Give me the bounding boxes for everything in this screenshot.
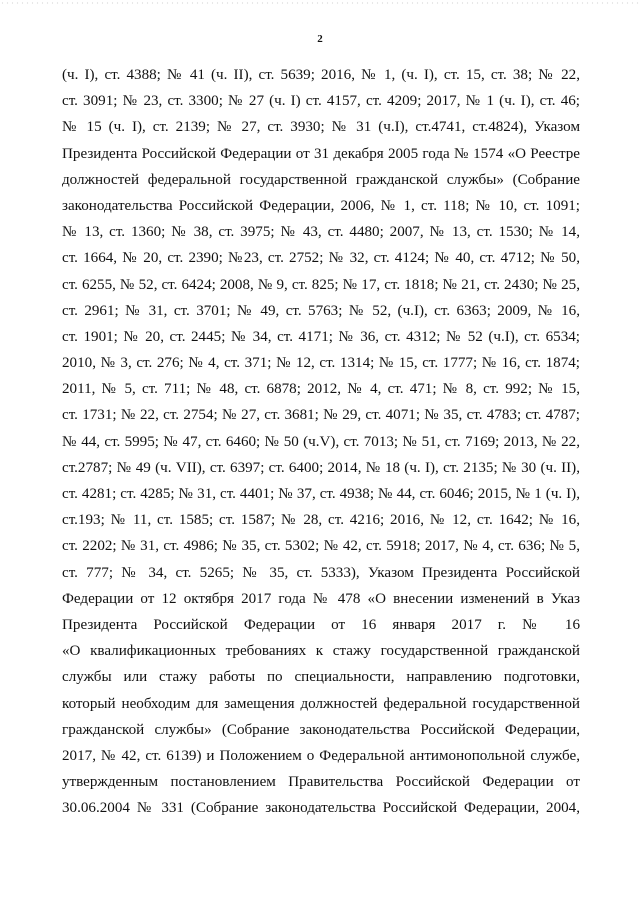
text-line: законодательства Российской Федерации, 2006, № 1, ст. 118; № 10, ст. 1091; <box>62 197 580 214</box>
text-line: № 13, ст. 1360; № 38, ст. 3975; № 43, ст. 4480; 2007, № 13, ст. 1530; № 14, <box>62 224 580 241</box>
text-line: «О квалификационных требованиях к стажу государственной гражданской <box>62 643 580 660</box>
text-line: ст.2787; № 49 (ч. VII), ст. 6397; ст. 6400; 2014, № 18 (ч. I), ст. 2135; № 30 (ч. II), <box>62 459 580 476</box>
text-line: службы или стажу работы по специальности, направлению подготовки, <box>62 669 580 686</box>
text-line: ст. 2202; № 31, ст. 4986; № 35, ст. 5302; № 42, ст. 5918; 2017, № 4, ст. 636; № 5, <box>62 538 580 555</box>
text-line: 30.06.2004 № 331 (Собрание законодательства Российской Федерации, 2004, <box>62 800 580 817</box>
text-line: ст. 1901; № 20, ст. 2445; № 34, ст. 4171; № 36, ст. 4312; № 52 (ч.I), ст. 6534; <box>62 328 580 345</box>
text-line: 2010, № 3, ст. 276; № 4, ст. 371; № 12, ст. 1314; № 15, ст. 1777; № 16, ст. 1874; <box>62 355 580 372</box>
text-line: № 44, ст. 5995; № 47, ст. 6460; № 50 (ч.V), ст. 7013; № 51, ст. 7169; 2013, № 22, <box>62 433 580 450</box>
scan-edge-dots <box>0 2 640 4</box>
text-line: который необходим для замещения должностей федеральной государственной <box>62 695 580 712</box>
text-line: утвержденным постановлением Правительства Российской Федерации от <box>62 774 580 791</box>
text-line: Президента Российской Федерации от 16 января 2017 г. № 16 <box>62 616 580 633</box>
text-line: 2017, № 42, ст. 6139) и Положением о Федеральной антимонопольной службе, <box>62 747 580 764</box>
text-line: ст. 777; № 34, ст. 5265; № 35, ст. 5333), Указом Президента Российской <box>62 564 580 581</box>
text-line: ст. 1664, № 20, ст. 2390; №23, ст. 2752; № 32, ст. 4124; № 40, ст. 4712; № 50, <box>62 250 580 267</box>
text-line: гражданской службы» (Собрание законодательства Российской Федерации, <box>62 721 580 738</box>
text-line: ст.193; № 11, ст. 1585; ст. 1587; № 28, ст. 4216; 2016, № 12, ст. 1642; № 16, <box>62 512 580 529</box>
text-line: ст. 2961; № 31, ст. 3701; № 49, ст. 5763; № 52, (ч.I), ст. 6363; 2009, № 16, <box>62 302 580 319</box>
text-line: ст. 3091; № 23, ст. 3300; № 27 (ч. I) ст. 4157, ст. 4209; 2017, № 1 (ч. I), ст. 46; <box>62 93 580 110</box>
text-line: ст. 1731; № 22, ст. 2754; № 27, ст. 3681; № 29, ст. 4071; № 35, ст. 4783; ст. 4787; <box>62 407 580 424</box>
text-line: ст. 4281; ст. 4285; № 31, ст. 4401; № 37, ст. 4938; № 44, ст. 6046; 2015, № 1 (ч. I), <box>62 486 580 502</box>
document-body <box>62 62 580 821</box>
page-number: 2 <box>317 33 323 45</box>
text-line: Федерации от 12 октября 2017 года № 478 «О внесении изменений в Указ <box>62 590 580 607</box>
text-line: № 15 (ч. I), ст. 2139; № 27, ст. 3930; № 31 (ч.I), ст.4741, ст.4824), Указом <box>62 119 580 136</box>
text-line: 2011, № 5, ст. 711; № 48, ст. 6878; 2012, № 4, ст. 471; № 8, ст. 992; № 15, <box>62 381 580 398</box>
text-line: ст. 6255, № 52, ст. 6424; 2008, № 9, ст. 825; № 17, ст. 1818; № 21, ст. 2430; № 25, <box>62 276 580 293</box>
text-line: Президента Российской Федерации от 31 декабря 2005 года № 1574 «О Реестре <box>62 145 580 162</box>
text-line: должностей федеральной государственной гражданской службы» (Собрание <box>62 171 580 188</box>
text-line: (ч. I), ст. 4388; № 41 (ч. II), ст. 5639; 2016, № 1, (ч. I), ст. 15, ст. 38; № 22, <box>62 67 580 83</box>
